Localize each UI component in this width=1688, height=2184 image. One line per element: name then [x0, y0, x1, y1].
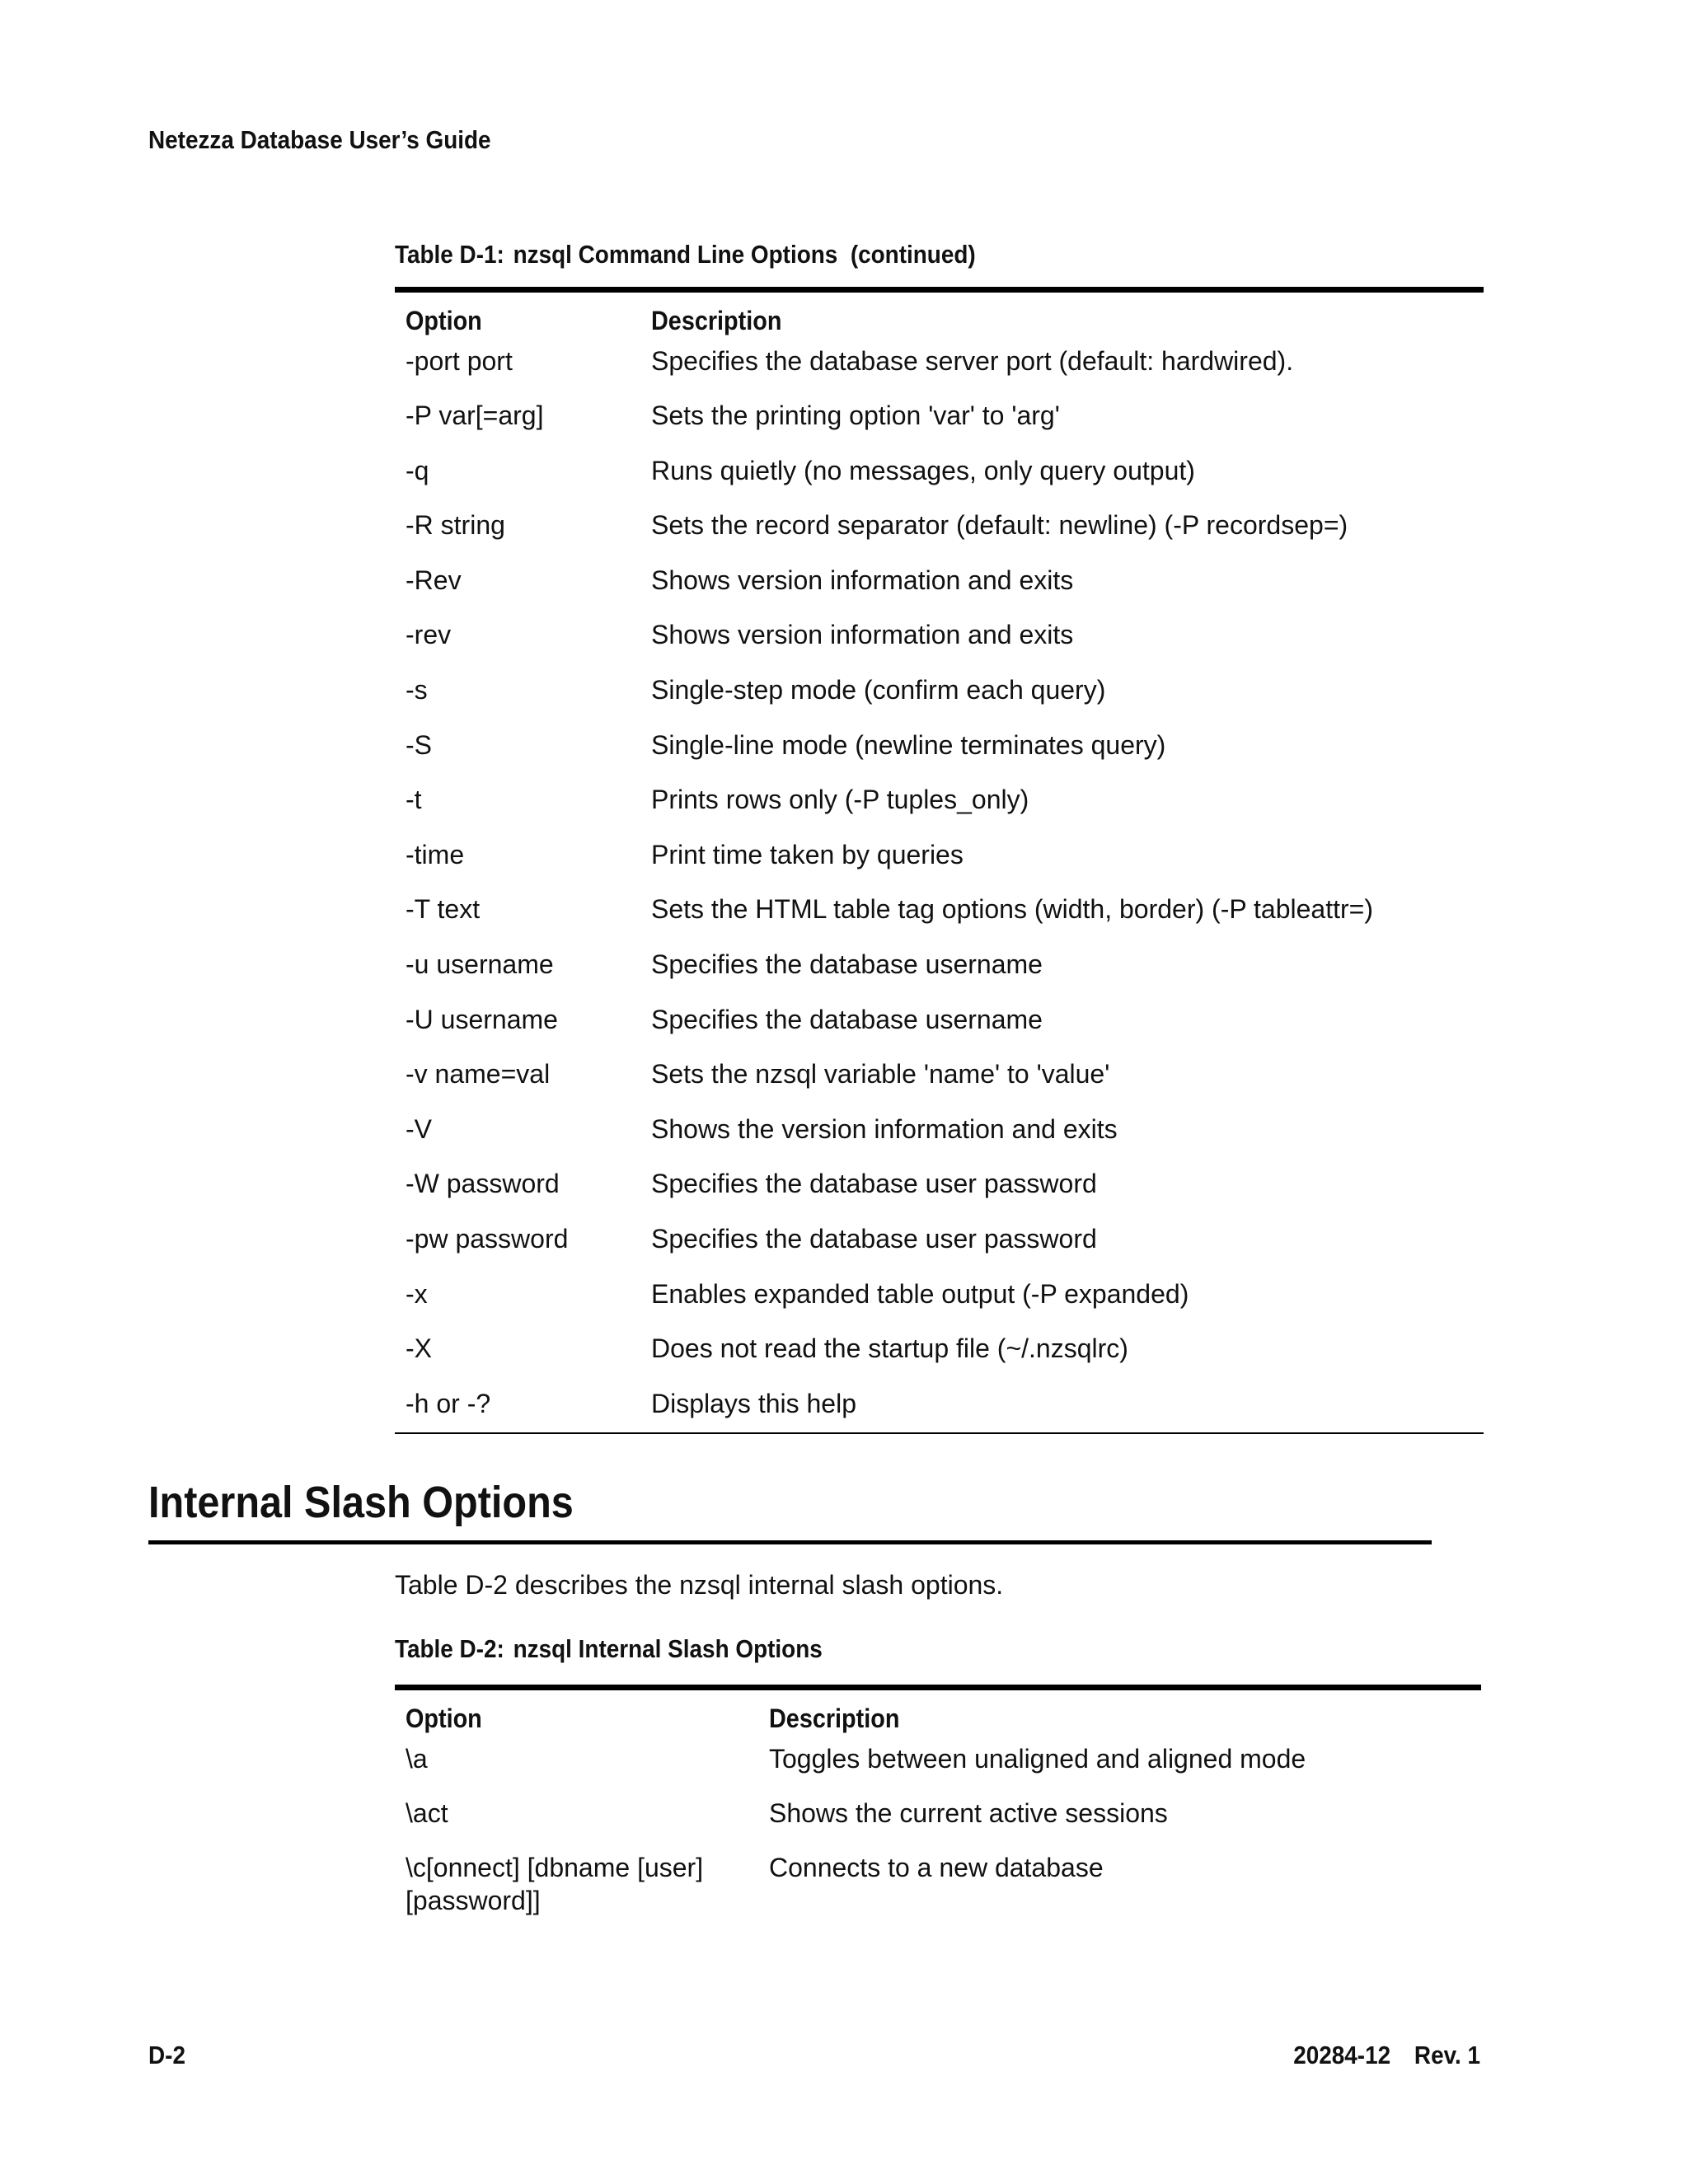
table-header-row	[395, 1688, 1481, 1742]
option-cell: -T text	[406, 894, 481, 925]
option-cell: -X	[406, 1333, 432, 1364]
column-header-option: Option	[406, 1704, 482, 1733]
column-header-description: Description	[769, 1704, 900, 1733]
option-cell: -Rev	[406, 565, 462, 595]
description-cell: Specifies the database username	[651, 1004, 1043, 1034]
document-number: 20284-12	[1293, 2041, 1391, 2069]
table-row	[395, 729, 1484, 784]
option-cell: -port port	[406, 345, 513, 376]
description-cell: Specifies the database user password	[651, 1169, 1097, 1199]
description-cell: Runs quietly (no messages, only query output)	[651, 455, 1195, 485]
running-head: Netezza Database User’s Guide	[148, 125, 491, 154]
option-cell: -x	[406, 1278, 428, 1309]
option-cell: -W password	[406, 1169, 560, 1199]
description-cell: Does not read the startup file (~/.nzsqlrc)	[651, 1333, 1128, 1364]
table-row	[395, 838, 1484, 893]
table-row	[395, 673, 1484, 729]
option-cell: -R string	[406, 510, 505, 541]
column-header-option: Option	[406, 306, 482, 335]
table-row	[395, 399, 1484, 454]
table-row	[395, 783, 1484, 838]
description-cell: Specifies the database user password	[651, 1224, 1097, 1254]
option-cell: \a	[406, 1743, 428, 1774]
description-cell: Single-line mode (newline terminates query)	[651, 729, 1166, 760]
table-row	[395, 1851, 1481, 1917]
description-cell: Sets the nzsql variable 'name' to 'value'	[651, 1059, 1110, 1090]
option-cell: -U username	[406, 1004, 558, 1034]
description-cell: Shows the version information and exits	[651, 1113, 1118, 1144]
description-cell: Displays this help	[651, 1388, 856, 1418]
option-cell: -v name=val	[406, 1059, 551, 1090]
table-row	[395, 1742, 1481, 1797]
table-d2-caption-title: nzsql Internal Slash Options	[513, 1634, 823, 1663]
option-cell: -time	[406, 839, 465, 869]
table-d2-caption-label: Table D-2:	[395, 1634, 504, 1663]
table-row	[395, 1277, 1484, 1333]
table-d1-caption	[395, 240, 976, 269]
section-rule	[148, 1540, 1432, 1544]
option-cell: -P var[=arg]	[406, 401, 544, 431]
description-cell: Single-step mode (confirm each query)	[651, 675, 1106, 705]
description-cell: Shows version information and exits	[651, 620, 1074, 650]
table-d1	[395, 287, 1484, 1434]
document-id	[1293, 2041, 1480, 2070]
table-row	[395, 948, 1484, 1003]
description-cell: Connects to a new database	[769, 1852, 1104, 1882]
option-cell: -s	[406, 675, 428, 705]
table-row	[395, 1113, 1484, 1168]
description-cell: Sets the printing option 'var' to 'arg'	[651, 401, 1060, 431]
description-cell: Sets the record separator (default: newline) (-P recordsep=)	[651, 510, 1348, 541]
option-cell: -u username	[406, 949, 554, 980]
description-cell: Prints rows only (-P tuples_only)	[651, 785, 1029, 815]
description-cell: Toggles between unaligned and aligned mode	[769, 1743, 1306, 1774]
table-row	[395, 618, 1484, 673]
table-row	[395, 1222, 1484, 1277]
section-intro: Table D-2 describes the nzsql internal slash options.	[395, 1570, 1004, 1600]
description-cell: Specifies the database server port (default: hardwired).	[651, 345, 1294, 376]
option-cell: \act	[406, 1797, 448, 1828]
section-title: Internal Slash Options	[148, 1478, 574, 1527]
table-row	[395, 1387, 1484, 1433]
description-cell: Enables expanded table output (-P expanded)	[651, 1278, 1189, 1309]
table-d1-caption-title: nzsql Command Line Options (continued)	[513, 240, 976, 269]
page-number: D-2	[148, 2041, 185, 2069]
table-row	[395, 1332, 1484, 1387]
revision-label: Rev. 1	[1414, 2041, 1480, 2069]
option-cell: -rev	[406, 620, 452, 650]
option-cell: -V	[406, 1113, 432, 1144]
option-cell: \c[onnect] [dbname [user] [password]]	[406, 1852, 704, 1915]
table-d2	[395, 1685, 1481, 1917]
option-cell: -q	[406, 455, 429, 485]
table-header-row	[395, 290, 1484, 344]
table-row	[395, 454, 1484, 509]
description-cell: Sets the HTML table tag options (width, border) (-P tableattr=)	[651, 894, 1373, 925]
table-row	[395, 564, 1484, 619]
column-header-description: Description	[651, 306, 782, 335]
table-row	[395, 509, 1484, 564]
table-row	[395, 1003, 1484, 1058]
option-cell: -h or -?	[406, 1388, 491, 1418]
table-row	[395, 1057, 1484, 1113]
table-d1-caption-label: Table D-1:	[395, 240, 504, 269]
table-row	[395, 344, 1484, 400]
table-row	[395, 1797, 1481, 1851]
description-cell: Specifies the database username	[651, 949, 1043, 980]
table-row	[395, 1167, 1484, 1222]
option-cell: -t	[406, 785, 422, 815]
table-d2-caption	[395, 1634, 823, 1664]
option-cell: -pw password	[406, 1224, 569, 1254]
option-cell: -S	[406, 729, 432, 760]
description-cell: Shows the current active sessions	[769, 1797, 1168, 1828]
table-row	[395, 893, 1484, 948]
description-cell: Print time taken by queries	[651, 839, 964, 869]
description-cell: Shows version information and exits	[651, 565, 1074, 595]
